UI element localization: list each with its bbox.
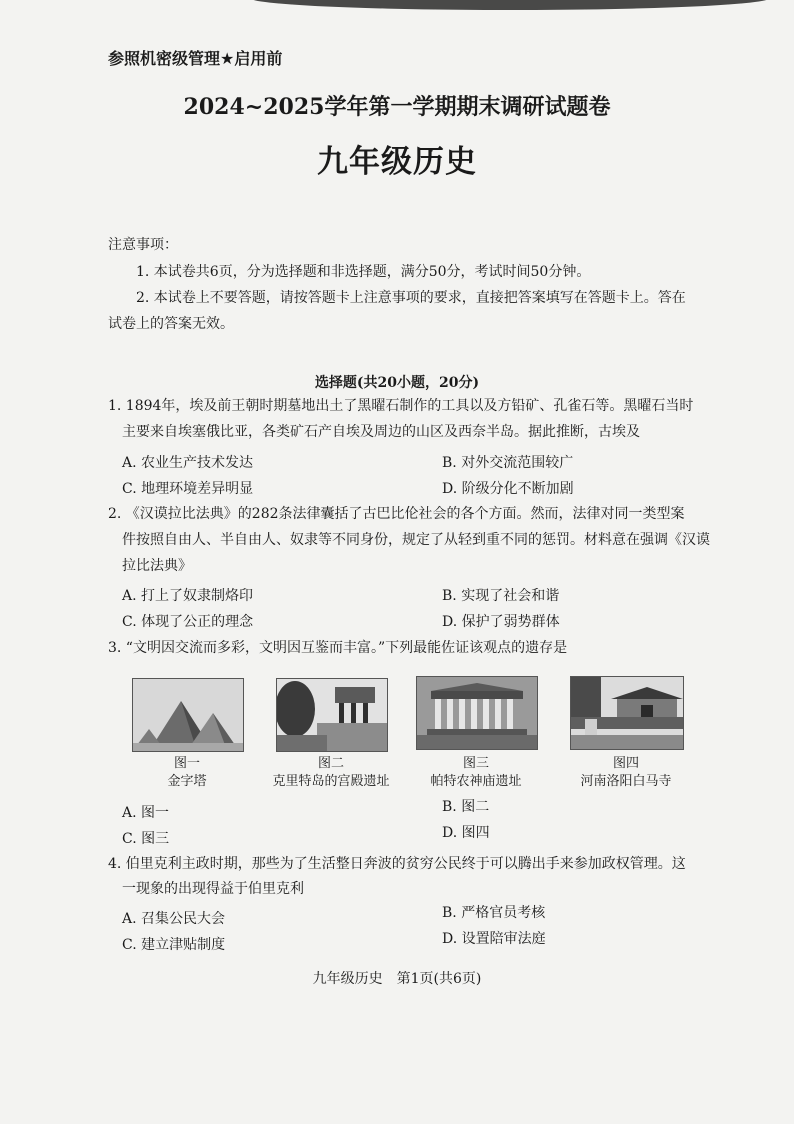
fig2-number: 图二 — [317, 756, 344, 771]
fig1-number: 图一 — [173, 756, 200, 771]
fig1-caption: 金字塔 — [167, 774, 207, 789]
notice-item-2-line-1: 2. 本试卷上不要答题，请按答题卡上注意事项的要求，直接把答案填写在答题卡上。答在 — [136, 290, 686, 306]
q4-stem-line-1: 4. 伯里克利主政时期，那些为了生活整日奔波的贫穷公民终于可以腾出手来参加政权管理。这 — [108, 856, 686, 872]
page-footer: 九年级历史 第1页(共6页) — [312, 971, 482, 987]
q3-option-c: C. 图三 — [122, 831, 170, 847]
q3-option-a: A. 图一 — [122, 805, 170, 821]
q4-option-c: C. 建立津贴制度 — [122, 937, 226, 953]
q1-option-a: A. 农业生产技术发达 — [122, 455, 254, 471]
q4-option-d: D. 设置陪审法庭 — [442, 931, 546, 947]
q4-option-b: B. 严格官员考核 — [442, 905, 546, 921]
fig2-caption: 克里特岛的宫殿遗址 — [272, 774, 390, 789]
knossos-palace-image — [276, 678, 388, 752]
fig3-number: 图三 — [462, 756, 489, 771]
fig4-caption: 河南洛阳白马寺 — [580, 774, 672, 789]
notice-heading: 注意事项： — [108, 237, 178, 253]
q1-option-c: C. 地理环境差异明显 — [122, 481, 254, 497]
q1-option-b: B. 对外交流范围较广 — [442, 455, 574, 471]
q2-stem-line-2: 件按照自由人、半自由人、奴隶等不同身份，规定了从轻到重不同的惩罚。材料意在强调《汉谟 — [122, 532, 710, 548]
q2-stem-line-3: 拉比法典》 — [122, 558, 192, 574]
q2-option-d: D. 保护了弱势群体 — [442, 614, 560, 630]
q2-stem-line-1: 2. 《汉谟拉比法典》的282条法律囊括了古巴比伦社会的各个方面。然而，法律对同一类型案 — [108, 506, 685, 522]
q3-option-b: B. 图二 — [442, 799, 490, 815]
q1-option-d: D. 阶级分化不断加剧 — [442, 481, 574, 497]
parthenon-image — [416, 676, 538, 750]
fig4-number: 图四 — [612, 756, 639, 771]
white-horse-temple-image — [570, 676, 684, 750]
q2-option-a: A. 打上了奴隶制烙印 — [122, 588, 254, 604]
q1-stem-line-1: 1. 1894年，埃及前王朝时期墓地出土了黑曜石制作的工具以及方铅矿、孔雀石等。黑曜石当时 — [108, 398, 694, 414]
fig3-caption: 帕特农神庙遗址 — [430, 774, 522, 789]
exam-title: 2024~2025学年第一学期期末调研试题卷 — [183, 94, 611, 120]
notice-item-1: 1. 本试卷共6页，分为选择题和非选择题，满分50分，考试时间50分钟。 — [136, 264, 591, 280]
confidentiality-label: 参照机密级管理★启用前 — [108, 49, 283, 68]
q1-stem-line-2: 主要来自埃塞俄比亚，各类矿石产自埃及周边的山区及西奈半岛。据此推断，古埃及 — [122, 424, 640, 440]
q3-stem: 3. “文明因交流而多彩，文明因互鉴而丰富。”下列最能佐证该观点的遗存是 — [108, 640, 568, 656]
q4-option-a: A. 召集公民大会 — [122, 911, 226, 927]
q3-option-d: D. 图四 — [442, 825, 490, 841]
subject-title: 九年级历史 — [317, 144, 477, 180]
q2-option-b: B. 实现了社会和谐 — [442, 588, 560, 604]
q2-option-c: C. 体现了公正的理念 — [122, 614, 254, 630]
q4-stem-line-2: 一现象的出现得益于伯里克利 — [122, 881, 304, 897]
section-heading: 选择题(共20小题，20分) — [314, 375, 480, 391]
notice-item-2-line-2: 试卷上的答案无效。 — [108, 316, 234, 332]
pyramids-image — [132, 678, 244, 752]
scan-edge-shadow — [250, 0, 770, 10]
